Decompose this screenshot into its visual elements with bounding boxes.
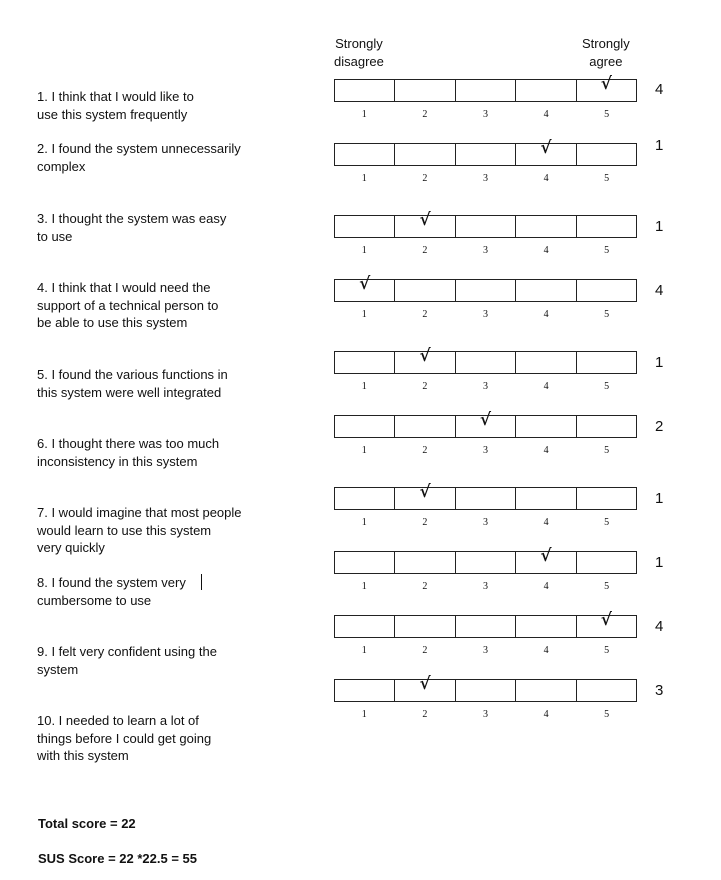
- scale-number-label: 1: [361, 109, 367, 120]
- checkmark-icon: √: [419, 674, 431, 694]
- scale-number-label: 5: [604, 517, 610, 528]
- rating-option-5[interactable]: [577, 552, 636, 573]
- scale-number-label: 4: [543, 581, 549, 592]
- rating-scale: [334, 346, 637, 374]
- rating-option-2[interactable]: [395, 552, 455, 573]
- scale-number-label: 2: [422, 245, 428, 256]
- question-text: 1. I think that I would like to use this system frequently: [37, 89, 194, 122]
- scale-number-label: 3: [482, 581, 488, 592]
- scale-number-label: 5: [604, 581, 610, 592]
- rating-option-5[interactable]: [577, 216, 636, 237]
- rating-option-2[interactable]: [395, 416, 455, 437]
- rating-option-4[interactable]: [516, 280, 576, 301]
- question-text: 4. I think that I would need the support of a technical person to be able to use this system: [37, 280, 219, 330]
- question-text: 10. I needed to learn a lot of things before I could get going with this system: [37, 713, 212, 763]
- rating-option-2[interactable]: [395, 210, 455, 237]
- scale-number-label: 2: [422, 309, 428, 320]
- rating-option-2[interactable]: [395, 80, 455, 101]
- scale-number-label: 2: [422, 709, 428, 720]
- scale-number-label: 3: [482, 517, 488, 528]
- rating-option-1[interactable]: [335, 216, 395, 237]
- scale-number-label: 5: [604, 245, 610, 256]
- sus-score: SUS Score = 22 *22.5 = 55: [38, 851, 197, 866]
- scale-number-labels: [334, 109, 637, 120]
- item-score: 1: [655, 554, 664, 571]
- scale-number-label: 2: [422, 381, 428, 392]
- item-score: 3: [655, 682, 664, 699]
- rating-option-3[interactable]: [456, 216, 516, 237]
- scale-number-label: 4: [543, 709, 549, 720]
- scale-number-label: 2: [422, 109, 428, 120]
- checkmark-icon: √: [600, 74, 612, 94]
- rating-scale: [334, 274, 637, 302]
- scale-number-label: 3: [482, 245, 488, 256]
- rating-option-1[interactable]: [335, 274, 395, 301]
- scale-number-label: 2: [422, 173, 428, 184]
- item-score: 1: [655, 354, 664, 371]
- rating-option-3[interactable]: [456, 488, 516, 509]
- checkmark-icon: √: [419, 346, 431, 366]
- scale-number-label: 1: [361, 445, 367, 456]
- scale-number-label: 5: [604, 309, 610, 320]
- checkmark-icon: √: [419, 210, 431, 230]
- rating-option-4[interactable]: [516, 416, 576, 437]
- rating-option-1[interactable]: [335, 80, 395, 101]
- question-text: 6. I thought there was too much inconsistency in this system: [37, 436, 220, 469]
- scale-number-label: 4: [543, 309, 549, 320]
- scale-number-label: 4: [543, 381, 549, 392]
- rating-option-2[interactable]: [395, 674, 455, 701]
- rating-option-1[interactable]: [335, 680, 395, 701]
- rating-option-5[interactable]: [577, 352, 636, 373]
- item-score: 2: [655, 418, 664, 435]
- scale-number-label: 5: [604, 709, 610, 720]
- checkmark-icon: √: [359, 274, 371, 294]
- rating-option-3[interactable]: [456, 352, 516, 373]
- scale-number-labels: [334, 445, 637, 456]
- rating-option-2[interactable]: [395, 616, 455, 637]
- question-text: 9. I felt very confident using the system: [37, 644, 217, 677]
- question-text: 7. I would imagine that most people would learn to use this system very quickly: [37, 505, 242, 555]
- header-right-line2: agree: [589, 54, 623, 69]
- rating-scale: [334, 610, 637, 638]
- scale-number-label: 3: [482, 645, 488, 656]
- checkmark-icon: √: [540, 546, 552, 566]
- rating-option-3[interactable]: [456, 616, 516, 637]
- rating-option-1[interactable]: [335, 488, 395, 509]
- scale-number-label: 1: [361, 173, 367, 184]
- rating-option-2[interactable]: [395, 482, 455, 509]
- rating-option-5[interactable]: [577, 74, 636, 101]
- header-left-line1: Strongly: [335, 36, 383, 51]
- rating-option-2[interactable]: [395, 346, 455, 373]
- scale-number-label: 3: [482, 109, 488, 120]
- scale-number-label: 4: [543, 245, 549, 256]
- scale-number-label: 5: [604, 381, 610, 392]
- rating-option-2[interactable]: [395, 280, 455, 301]
- scale-number-label: 2: [422, 517, 428, 528]
- question-text: 5. I found the various functions in this system were well integrated: [37, 367, 228, 400]
- scale-number-labels: [334, 581, 637, 592]
- question-text: 8. I found the system very cumbersome to use: [37, 575, 186, 608]
- header-left-line2: disagree: [334, 54, 384, 69]
- scale-number-labels: [334, 381, 637, 392]
- checkmark-icon: √: [479, 410, 492, 430]
- scale-number-labels: [334, 645, 637, 656]
- scale-number-labels: [334, 173, 637, 184]
- rating-option-4[interactable]: [516, 680, 576, 701]
- scale-number-label: 1: [361, 709, 367, 720]
- scale-number-label: 5: [604, 109, 610, 120]
- scale-number-labels: [334, 709, 637, 720]
- rating-option-4[interactable]: [516, 546, 576, 573]
- rating-option-4[interactable]: [516, 216, 576, 237]
- scale-number-label: 5: [604, 645, 610, 656]
- scale-number-label: 3: [482, 381, 488, 392]
- text-cursor: [201, 574, 202, 590]
- scale-number-label: 3: [482, 445, 488, 456]
- rating-option-4[interactable]: [516, 138, 576, 165]
- rating-option-4[interactable]: [516, 616, 576, 637]
- rating-option-3[interactable]: [456, 280, 516, 301]
- header-right-line1: Strongly: [582, 36, 630, 51]
- rating-option-1[interactable]: [335, 144, 395, 165]
- rating-scale: [334, 74, 637, 102]
- rating-option-3[interactable]: [456, 80, 516, 101]
- scale-number-label: 2: [422, 581, 428, 592]
- scale-number-label: 4: [543, 173, 549, 184]
- rating-option-2[interactable]: [395, 144, 455, 165]
- rating-option-3[interactable]: [456, 680, 516, 701]
- rating-scale: [334, 210, 637, 238]
- rating-option-5[interactable]: [577, 488, 636, 509]
- scale-number-label: 1: [361, 645, 367, 656]
- rating-option-5[interactable]: [577, 280, 636, 301]
- scale-number-label: 4: [543, 445, 549, 456]
- scale-number-label: 1: [361, 309, 367, 320]
- rating-option-5[interactable]: [577, 144, 636, 165]
- total-score: Total score = 22: [38, 816, 136, 831]
- rating-option-3[interactable]: [456, 144, 516, 165]
- scale-number-label: 4: [543, 645, 549, 656]
- scale-number-label: 1: [361, 581, 367, 592]
- checkmark-icon: √: [600, 610, 612, 630]
- scale-number-labels: [334, 309, 637, 320]
- rating-option-4[interactable]: [516, 352, 576, 373]
- question-text: 2. I found the system unnecessarily complex: [37, 141, 241, 174]
- rating-scale: [334, 546, 637, 574]
- scale-number-label: 1: [361, 517, 367, 528]
- scale-number-labels: [334, 245, 637, 256]
- scale-number-label: 3: [482, 309, 488, 320]
- scale-number-label: 3: [482, 173, 488, 184]
- rating-option-1[interactable]: [335, 616, 395, 637]
- rating-scale: [334, 410, 637, 438]
- item-score: 1: [655, 137, 664, 154]
- scale-number-label: 1: [361, 381, 367, 392]
- rating-option-4[interactable]: [516, 80, 576, 101]
- item-score: 4: [655, 282, 664, 299]
- rating-option-1[interactable]: [335, 552, 395, 573]
- rating-option-4[interactable]: [516, 488, 576, 509]
- scale-number-label: 3: [482, 709, 488, 720]
- scale-number-labels: [334, 517, 637, 528]
- rating-option-1[interactable]: [335, 352, 395, 373]
- rating-option-5[interactable]: [577, 610, 636, 637]
- scale-number-label: 1: [361, 245, 367, 256]
- rating-option-3[interactable]: [456, 410, 516, 437]
- item-score: 1: [655, 490, 664, 507]
- rating-scale: [334, 138, 637, 166]
- checkmark-icon: √: [419, 482, 431, 502]
- scale-number-label: 2: [422, 645, 428, 656]
- rating-option-3[interactable]: [456, 552, 516, 573]
- rating-scale: [334, 674, 637, 702]
- scale-number-label: 5: [604, 445, 610, 456]
- question-text: 3. I thought the system was easy to use: [37, 211, 227, 244]
- rating-option-1[interactable]: [335, 416, 395, 437]
- strongly-disagree-header: [334, 35, 384, 71]
- rating-scale: [334, 482, 637, 510]
- scale-number-label: 4: [543, 109, 549, 120]
- item-score: 1: [655, 218, 664, 235]
- item-score: 4: [655, 618, 664, 635]
- rating-option-5[interactable]: [577, 416, 636, 437]
- scale-number-label: 2: [422, 445, 428, 456]
- scale-number-label: 4: [543, 517, 549, 528]
- item-score: 4: [655, 81, 664, 98]
- strongly-agree-header: [582, 35, 630, 71]
- rating-option-5[interactable]: [577, 680, 636, 701]
- checkmark-icon: √: [540, 138, 552, 158]
- scale-number-label: 5: [604, 173, 610, 184]
